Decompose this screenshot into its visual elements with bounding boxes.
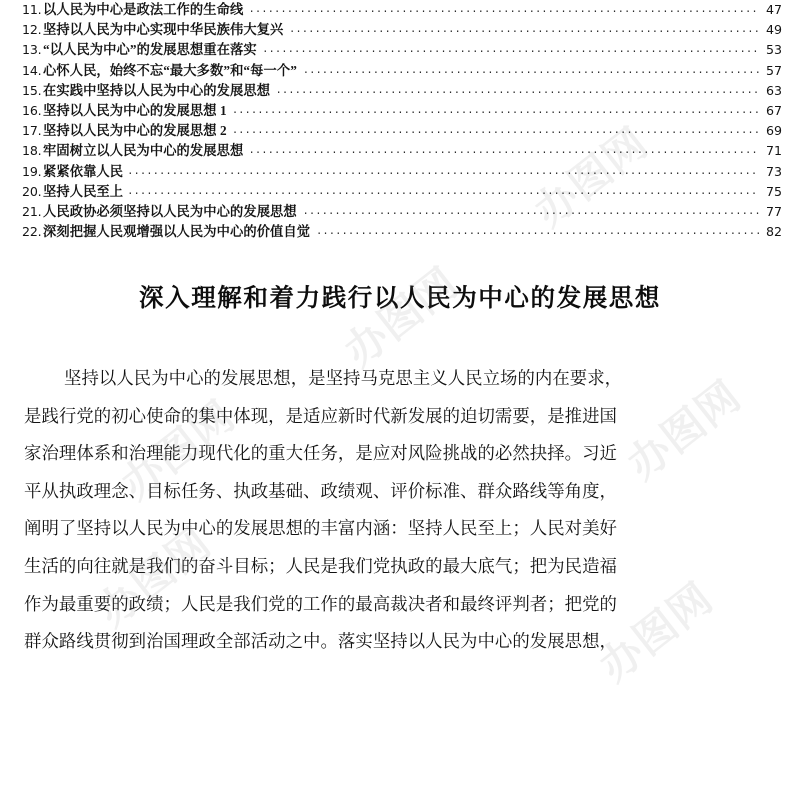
- toc-entry-number: 18.: [22, 143, 42, 159]
- body-text-line: 生活的向往就是我们的奋斗目标；人民是我们党执政的最大底气；把为民造福: [24, 555, 617, 576]
- toc-entry[interactable]: [22, 61, 782, 81]
- toc-entry-number: 11.: [22, 2, 42, 17]
- toc-leader-dots: [250, 139, 759, 159]
- toc-entry-page-number: 69: [765, 123, 782, 139]
- toc-leader-dots: [263, 38, 759, 58]
- toc-leader-dots: [304, 59, 759, 79]
- toc-entry-number: 13.: [22, 42, 42, 58]
- watermark-text: 办图网: [590, 573, 722, 691]
- toc-entry-title: 坚持人民至上: [43, 183, 124, 199]
- toc-entry-title: 在实践中坚持以人民为中心的发展思想: [43, 82, 271, 98]
- toc-entry-page-number: 53: [765, 42, 782, 58]
- toc-leader-dots: [304, 200, 759, 220]
- toc-entry-number: 16.: [22, 102, 42, 118]
- toc-entry-page-number: 71: [765, 143, 782, 159]
- toc-leader-dots: [277, 79, 759, 99]
- watermark-text: 办图网: [112, 391, 244, 509]
- toc-entry-page-number: 49: [765, 22, 782, 38]
- toc-entry-page-number: 47: [765, 2, 782, 17]
- table-of-contents: [22, 0, 782, 242]
- toc-entry-page-number: 57: [765, 62, 782, 78]
- toc-leader-dots: [128, 180, 759, 200]
- toc-entry[interactable]: [22, 0, 782, 20]
- body-text-line: 群众路线贯彻到治国理政全部活动之中。落实坚持以人民为中心的发展思想，: [24, 631, 617, 652]
- watermark-text: 办图网: [525, 118, 657, 236]
- toc-entry-number: 15.: [22, 82, 42, 98]
- toc-leader-dots: [250, 0, 759, 18]
- body-text-line: 平从执政理念、目标任务、执政基础、政绩观、评价标准、群众路线等角度，: [24, 480, 617, 501]
- toc-entry-title: 坚持以人民为中心的发展思想 2: [43, 123, 228, 139]
- body-text-line: 坚持以人民为中心的发展思想，是坚持马克思主义人民立场的内在要求，: [64, 368, 623, 388]
- toc-entry-title: 深刻把握人民观增强以人民为中心的价值自觉: [43, 224, 311, 240]
- toc-entry-title: 人民政协必须坚持以人民为中心的发展思想: [43, 203, 298, 219]
- toc-leader-dots: [233, 99, 759, 119]
- toc-entry-title: 牢固树立以人民为中心的发展思想: [43, 143, 244, 159]
- watermark-text: 办图网: [88, 518, 220, 636]
- toc-entry[interactable]: [22, 141, 782, 161]
- toc-entry[interactable]: [22, 81, 782, 101]
- article-body: [24, 360, 778, 661]
- toc-entry[interactable]: [22, 101, 782, 121]
- toc-entry[interactable]: [22, 182, 782, 202]
- toc-entry[interactable]: [22, 202, 782, 222]
- toc-entry-page-number: 73: [765, 163, 782, 179]
- toc-entry-number: 12.: [22, 22, 42, 38]
- toc-entry[interactable]: [22, 222, 782, 242]
- toc-entry-title: 心怀人民，始终不忘“最大多数”和“每一个”: [43, 62, 298, 78]
- body-text-line: 是践行党的初心使命的集中体现，是适应新时代新发展的迫切需要，是推进国: [24, 405, 617, 426]
- toc-leader-dots: [233, 119, 759, 139]
- toc-entry-title: 紧紧依靠人民: [43, 163, 124, 179]
- toc-entry-number: 17.: [22, 123, 42, 139]
- toc-entry-page-number: 67: [765, 102, 782, 118]
- toc-leader-dots: [128, 160, 759, 180]
- toc-entry-page-number: 82: [765, 224, 782, 240]
- toc-entry-title: 坚持以人民为中心的发展思想 1: [43, 102, 228, 118]
- toc-entry-number: 21.: [22, 203, 42, 219]
- toc-entry-number: 22.: [22, 224, 42, 240]
- toc-entry-page-number: 75: [765, 183, 782, 199]
- toc-entry[interactable]: [22, 121, 782, 141]
- toc-leader-dots: [317, 220, 759, 240]
- toc-entry[interactable]: [22, 20, 782, 40]
- body-text-line: 家治理体系和治理能力现代化的重大任务，是应对风险挑战的必然抉择。习近: [24, 443, 617, 464]
- article-title: 深入理解和着力践行以人民为中心的发展思想: [139, 285, 661, 312]
- toc-entry-number: 20.: [22, 183, 42, 199]
- toc-entry[interactable]: [22, 162, 782, 182]
- watermark-text: 办图网: [335, 258, 467, 376]
- toc-entry-title: 以人民为中心是政法工作的生命线: [43, 2, 244, 17]
- toc-entry-number: 19.: [22, 163, 42, 179]
- toc-leader-dots: [290, 18, 759, 38]
- watermark-text: 办图网: [618, 371, 750, 489]
- toc-entry-title: “以人民为中心”的发展思想重在落实: [43, 42, 258, 58]
- toc-entry-number: 14.: [22, 62, 42, 78]
- body-text-line: 阐明了坚持以人民为中心的发展思想的丰富内涵：坚持人民至上；人民对美好: [24, 518, 617, 539]
- toc-entry-page-number: 77: [765, 203, 782, 219]
- toc-entry-title: 坚持以人民为中心实现中华民族伟大复兴: [43, 22, 284, 38]
- body-text-line: 作为最重要的政绩；人民是我们党的工作的最高裁决者和最终评判者；把党的: [24, 593, 617, 614]
- toc-entry[interactable]: [22, 40, 782, 60]
- toc-entry-page-number: 63: [765, 82, 782, 98]
